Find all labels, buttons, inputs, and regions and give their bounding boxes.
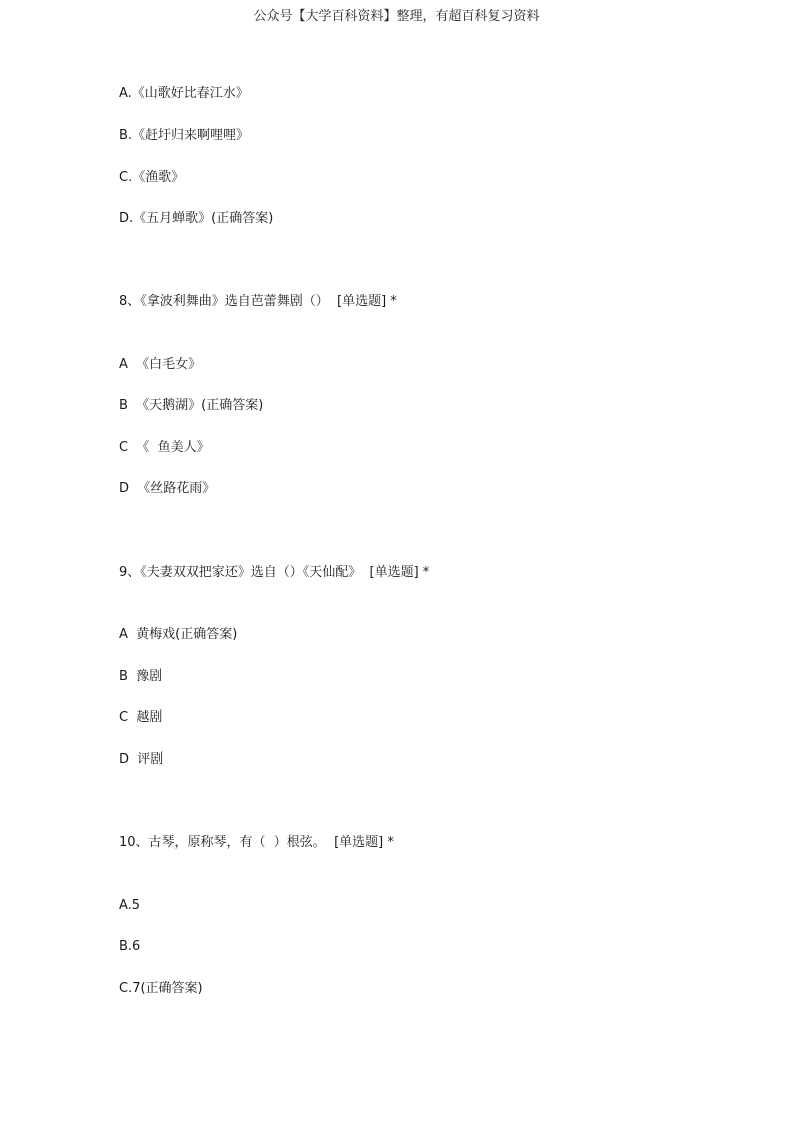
q9-option-a: A 黄梅戏(正确答案) xyxy=(119,627,238,642)
page-header: 公众号【大学百科资料】整理，有超百科复习资料 xyxy=(253,9,540,24)
q10-option-c: C.7(正确答案) xyxy=(119,981,203,996)
question-9: 9、《夫妻双双把家还》选自（）《天仙配》 [单选题] * xyxy=(119,565,430,580)
q7-option-c: C.《渔歌》 xyxy=(119,170,185,185)
question-10: 10、古琴，原称琴，有（ ）根弦。 [单选题] * xyxy=(119,835,394,850)
q9-option-b: B 豫剧 xyxy=(119,669,163,684)
q7-option-d: D.《五月蝉歌》(正确答案) xyxy=(119,211,274,226)
q8-option-c: C 《 鱼美人》 xyxy=(119,440,210,455)
q10-option-a: A.5 xyxy=(119,898,141,913)
q9-option-d: D 评剧 xyxy=(119,752,164,767)
q7-option-b: B.《赶圩归来啊哩哩》 xyxy=(119,128,250,143)
q9-option-c: C 越剧 xyxy=(119,710,163,725)
q10-option-b: B.6 xyxy=(119,939,141,954)
q8-option-d: D 《丝路花雨》 xyxy=(119,481,216,496)
q7-option-a: A.《山歌好比春江水》 xyxy=(119,86,249,101)
question-8: 8、《拿波利舞曲》选自芭蕾舞剧（） [单选题] * xyxy=(119,294,397,309)
q8-option-a: A 《白毛女》 xyxy=(119,357,202,372)
q8-option-b: B 《天鹅湖》(正确答案) xyxy=(119,398,264,413)
